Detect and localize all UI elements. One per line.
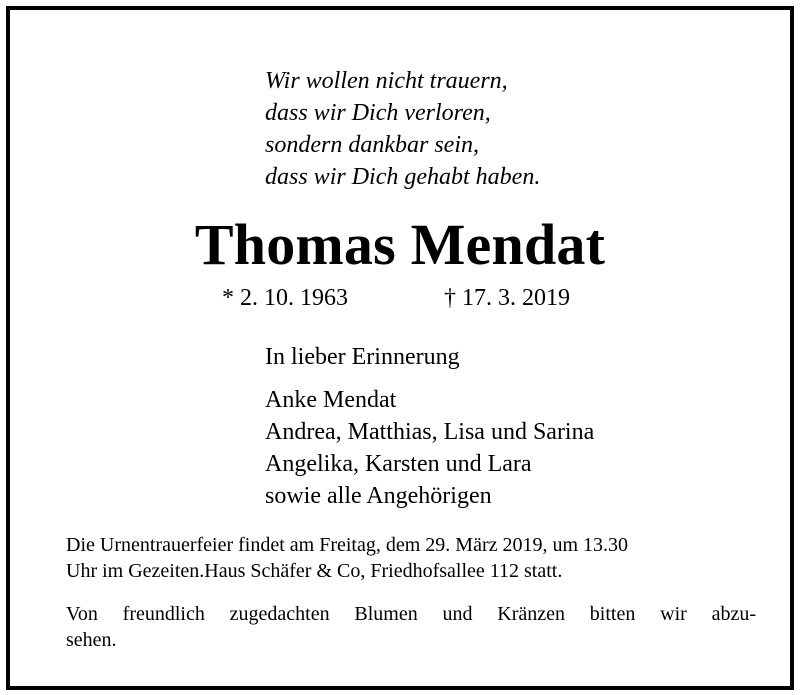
mourner-line: Andrea, Matthias, Lisa und Sarina [265, 419, 595, 445]
poem-line: dass wir Dich verloren, [265, 100, 491, 126]
mourner-line: sowie alle Angehörigen [265, 483, 492, 509]
memory-line: In lieber Erinnerung [265, 344, 460, 370]
birth-date: * 2. 10. 1963 [222, 285, 348, 311]
mourner-line: Angelika, Karsten und Lara [265, 451, 532, 477]
funeral-info [66, 532, 756, 584]
note-line: Von freundlich zugedachten Blumen und Kränzen bitten wir abzu- [66, 603, 756, 625]
flowers-note [66, 601, 756, 653]
note-line: sehen. [66, 629, 117, 651]
obituary-frame [6, 6, 794, 690]
mourner-line: Anke Mendat [265, 387, 397, 413]
poem-line: sondern dankbar sein, [265, 132, 479, 158]
info-line: Die Urnentrauerfeier findet am Freitag, dem 29. März 2019, um 13.30 [66, 534, 629, 556]
death-date: † 17. 3. 2019 [444, 285, 570, 311]
poem-line: dass wir Dich gehabt haben. [265, 164, 541, 190]
mourners-list [265, 384, 594, 512]
deceased-name: Thomas Mendat [194, 212, 606, 277]
poem-line: Wir wollen nicht trauern, [265, 68, 508, 94]
info-line: Uhr im Gezeiten.Haus Schäfer & Co, Friedhofsallee 112 statt. [66, 560, 563, 582]
memorial-poem [265, 65, 685, 193]
